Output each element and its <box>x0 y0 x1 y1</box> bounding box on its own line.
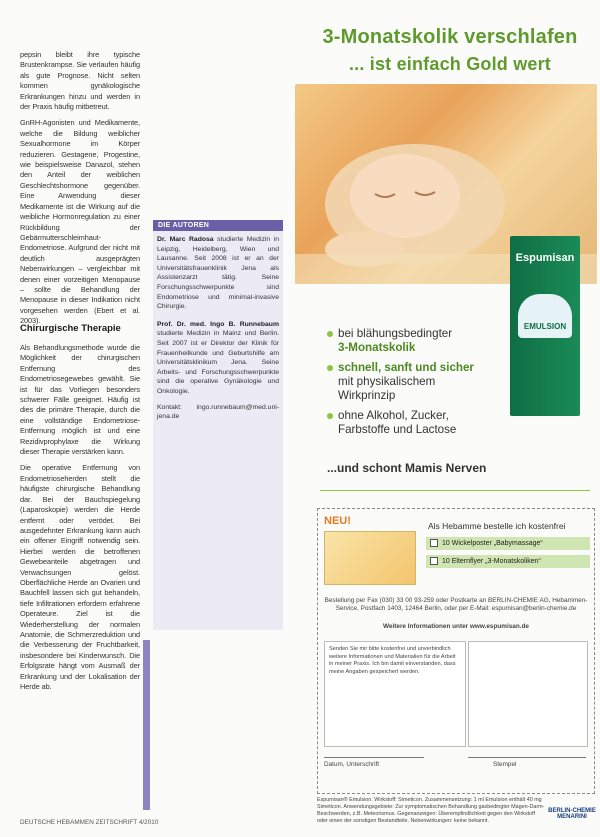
product-sub: EMULSION <box>523 322 567 331</box>
stamp-line <box>468 757 586 758</box>
product-label <box>518 294 572 338</box>
article-paragraph: pepsin bleibt ihre typische Brustenkrampse. Sie verlaufen häufig als gute Prognose. Nicht selten kommen gynäkologische Erkrankungen hinzu und werden in der Praxis häufig mitbetreut. <box>20 50 140 112</box>
decorative-side-bar <box>143 640 150 810</box>
ad-bullets <box>327 327 507 437</box>
brand-logo: BERLIN-CHEMIE MENARINI <box>548 808 596 820</box>
ad-divider <box>320 490 590 491</box>
checkbox[interactable] <box>430 539 438 547</box>
article-paragraph: GnRH-Agonisten und Medikamente, welche die Bildung weiblicher Sexualhormone im Körper reduzieren. Gestagene, Progestine, wie beispielsweise Danazol, stehen den Anteil der weiblichen Geschlechtshormone gegenüber. Eine Anwendung dieser Medikamente ist die Wirkung auf die weibliche Hormonregulation zu einer Rückbildung der Gebärmutterschleimhaut-Endometriose. Aufgrund der nicht mit deutlich ausgeprägten Nebenwirkungen – vergleichbar mit denen einer vorzeitigen Menopause – sollte die Behandlung der Menopause in dieser Indikation nicht vorgesehen werden (Ebert et al. 2003). <box>20 118 140 326</box>
signature-label: Datum, Unterschrift <box>324 761 380 768</box>
signature-line <box>324 757 424 758</box>
checkbox[interactable] <box>430 557 438 565</box>
stamp-label: Stempel <box>493 761 517 768</box>
ad-bullet: ohne Alkohol, Zucker, Farbstoffe und Lactose <box>327 409 507 437</box>
authors-header: DIE AUTOREN <box>153 220 283 231</box>
article-paragraph: Die operative Entfernung von Endometrioseherden stellt die häufigste chirurgische Behandlung dar. Bei der Bauchspiegelung (Laparoskopie) werden die Herde entfernt oder verödet. Bei ausgedehnter Erkrankung kann auch ein offener Eingriff notwendig sein. Hierbei werden die betroffenen Gewebeanteile abgetragen und Verwachsungen gelöst. Oberflächliche Herde an Ovarien und Bauchfell lassen sich gut behandeln, tiefe Infiltrationen erfordern erfahrene Operateure. Ziel ist die Wiederherstellung der normalen Anatomie, die Schmerzreduktion und die Verbesserung der Fruchtbarkeit, insbesondere bei Kinderwunsch. Die Erfolgsrate hängt vom Ausmaß der Erkrankung und der Lokalisation der Herde ab. <box>20 463 140 691</box>
author2-bio: studierte Medizin in Mainz und Berlin. Seit 2007 ist er Direktor der Klinik für Frauenheilkunde und Geburtshilfe am Universitätsklinikum Jena. Seine Arbeits- und Forschungsschwerpunkte sind die operative Gynäkologie und Onkologie. <box>157 330 279 395</box>
author1-name: Dr. Marc Radosa <box>157 236 214 243</box>
ad-headline-1: 3-Monatskolik verschlafen <box>322 26 578 48</box>
order-option-2[interactable]: 10 Elternflyer „3-Monatskoliken“ <box>426 555 590 568</box>
form-note: Senden Sie mir bitte kostenfrei und unverbindlich weitere Informationen und Materialien für die Arbeit in meiner Praxis. Ich bin damit einverstanden, dass meine Angaben gespeichert werden. <box>329 646 456 675</box>
order-web: Weitere Informationen unter www.espumisan.de <box>383 623 529 630</box>
ad-tagline: ...und schont Mamis Nerven <box>327 461 487 475</box>
ad-bullet: schnell, sanft und sicher mit physikalischem Wirkprinzip <box>327 361 507 403</box>
article-paragraph: Als Behandlungsmethode wurde die Möglichkeit der chirurgischen Entfernung des Endometriosegewebes gewählt. Sie ist für das Vorliegen besonders schwerer Fälle geeignet. Häufig ist dies die primäre Therapie, durch die eine vollständige Endometriose-Entfernung möglich ist und eine Rezidivprophylaxe die Wirkung dieser Therapie verstärken kann. <box>20 343 140 457</box>
article-column-left <box>20 50 140 333</box>
author-contact: Kontakt: ingo.runnebaum@med.uni-jena.de <box>157 403 279 421</box>
order-instruction: Bestellung per Fax (030) 33 00 93-259 oder Postkarte an BERLIN-CHEMIE AG, Hebammen-Service, Postfach 1403, 12464 Berlin, oder per E-Mail: espumisan@berlin-chemie.de <box>324 597 588 613</box>
page-footer: DEUTSCHE HEBAMMEN ZEITSCHRIFT 4/2010 <box>20 819 159 826</box>
order-coupon <box>317 508 595 794</box>
order-form[interactable] <box>324 641 466 747</box>
ad-disclaimer: Espumisan® Emulsion. Wirkstoff: Simeticon. Zusammensetzung: 1 ml Emulsion enthält 40 mg Simeticon. Anwendungsgebiete: Zur symptomatischen Behandlung gasbedingter Magen-Darm-Beschwerden, z.B. Meteorismus. Gegenanzeigen: Überempfindlichkeit gegen den Wirkstoff oder einen der sonstigen Bestandteile. Nebenwirkungen: keine bekannt. <box>317 797 545 824</box>
stamp-field[interactable] <box>468 641 588 747</box>
author1-bio: studierte Medizin in Leipzig, Heidelberg, Wien und Lausanne. Seit 2008 ist er an der Universitätsfrauenklinik Jena als Assistenzarzt tätig. Seine Forschungsschwerpunkte sind Endometriose und minimal-invasive Chirurgie. <box>157 236 279 311</box>
order-title: Als Hebamme bestelle ich kostenfrei <box>428 521 566 531</box>
product-name: Espumisan <box>515 252 575 264</box>
order-option-1[interactable]: 10 Wickelposter „Babymassage“ <box>426 537 590 550</box>
poster-thumbnail <box>324 531 416 585</box>
author2-name: Prof. Dr. med. Ingo B. Runnebaum <box>157 320 279 328</box>
new-badge: NEU! <box>324 515 351 527</box>
ad-bullet: bei blähungsbedingter 3-Monatskolik <box>327 327 507 355</box>
authors-box <box>153 220 283 630</box>
ad-headline-2: ... ist einfach Gold wert <box>348 54 552 74</box>
product-box <box>510 236 580 416</box>
authors-body <box>153 231 283 426</box>
section-heading: Chirurgische Therapie <box>20 323 121 334</box>
article-column-left-lower <box>20 343 140 698</box>
